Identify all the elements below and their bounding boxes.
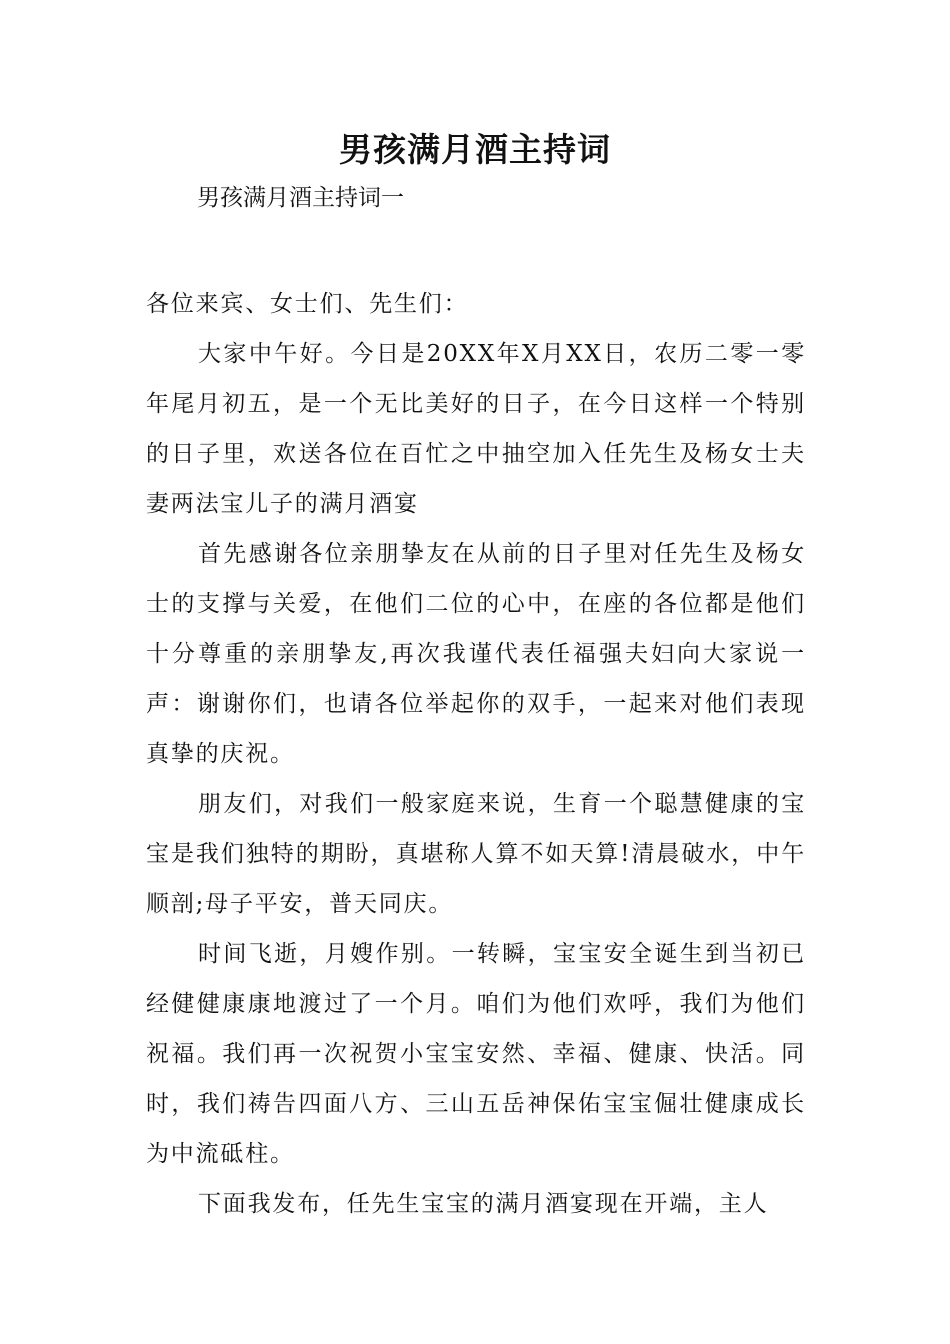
document-subtitle: 男孩满月酒主持词一 [197,185,404,211]
paragraph: 朋友们，对我们一般家庭来说，生育一个聪慧健康的宝宝是我们独特的期盼，真堪称人算不如天算!清晨破水，中午顺剖;母子平安，普天同庆。 [146,791,806,917]
paragraph: 下面我发布，任先生宝宝的满月酒宴现在开端，主人 [198,1191,769,1217]
paragraph: 首先感谢各位亲朋挚友在从前的日子里对任先生及杨女士的支撑与关爱，在他们二位的心中，在座的各位都是他们十分尊重的亲朋挚友,再次我谨代表任福强夫妇向大家说一声：谢谢你们，也请各位举起你的双手，一起来对他们表现真挚的庆祝。 [146,541,806,767]
paragraph-greeting: 各位来宾、女士们、先生们： [146,291,469,317]
paragraph: 时间飞逝，月嫂作别。一转瞬，宝宝安全诞生到当初已经健健康康地渡过了一个月。咱们为他们欢呼，我们为他们祝福。我们再一次祝贺小宝宝安然、幸福、健康、快活。同时，我们祷告四面八方、三山五岳神保佑宝宝倔壮健康成长为中流砥柱。 [146,941,806,1167]
document-title: 男孩满月酒主持词 [339,130,611,169]
paragraph: 大家中午好。今日是20XX年X月XX日，农历二零一零年尾月初五，是一个无比美好的日子，在今日这样一个特别的日子里，欢送各位在百忙之中抽空加入任先生及杨女士夫妻两法宝儿子的满月酒宴 [146,341,806,517]
document-body [146,279,806,1229]
